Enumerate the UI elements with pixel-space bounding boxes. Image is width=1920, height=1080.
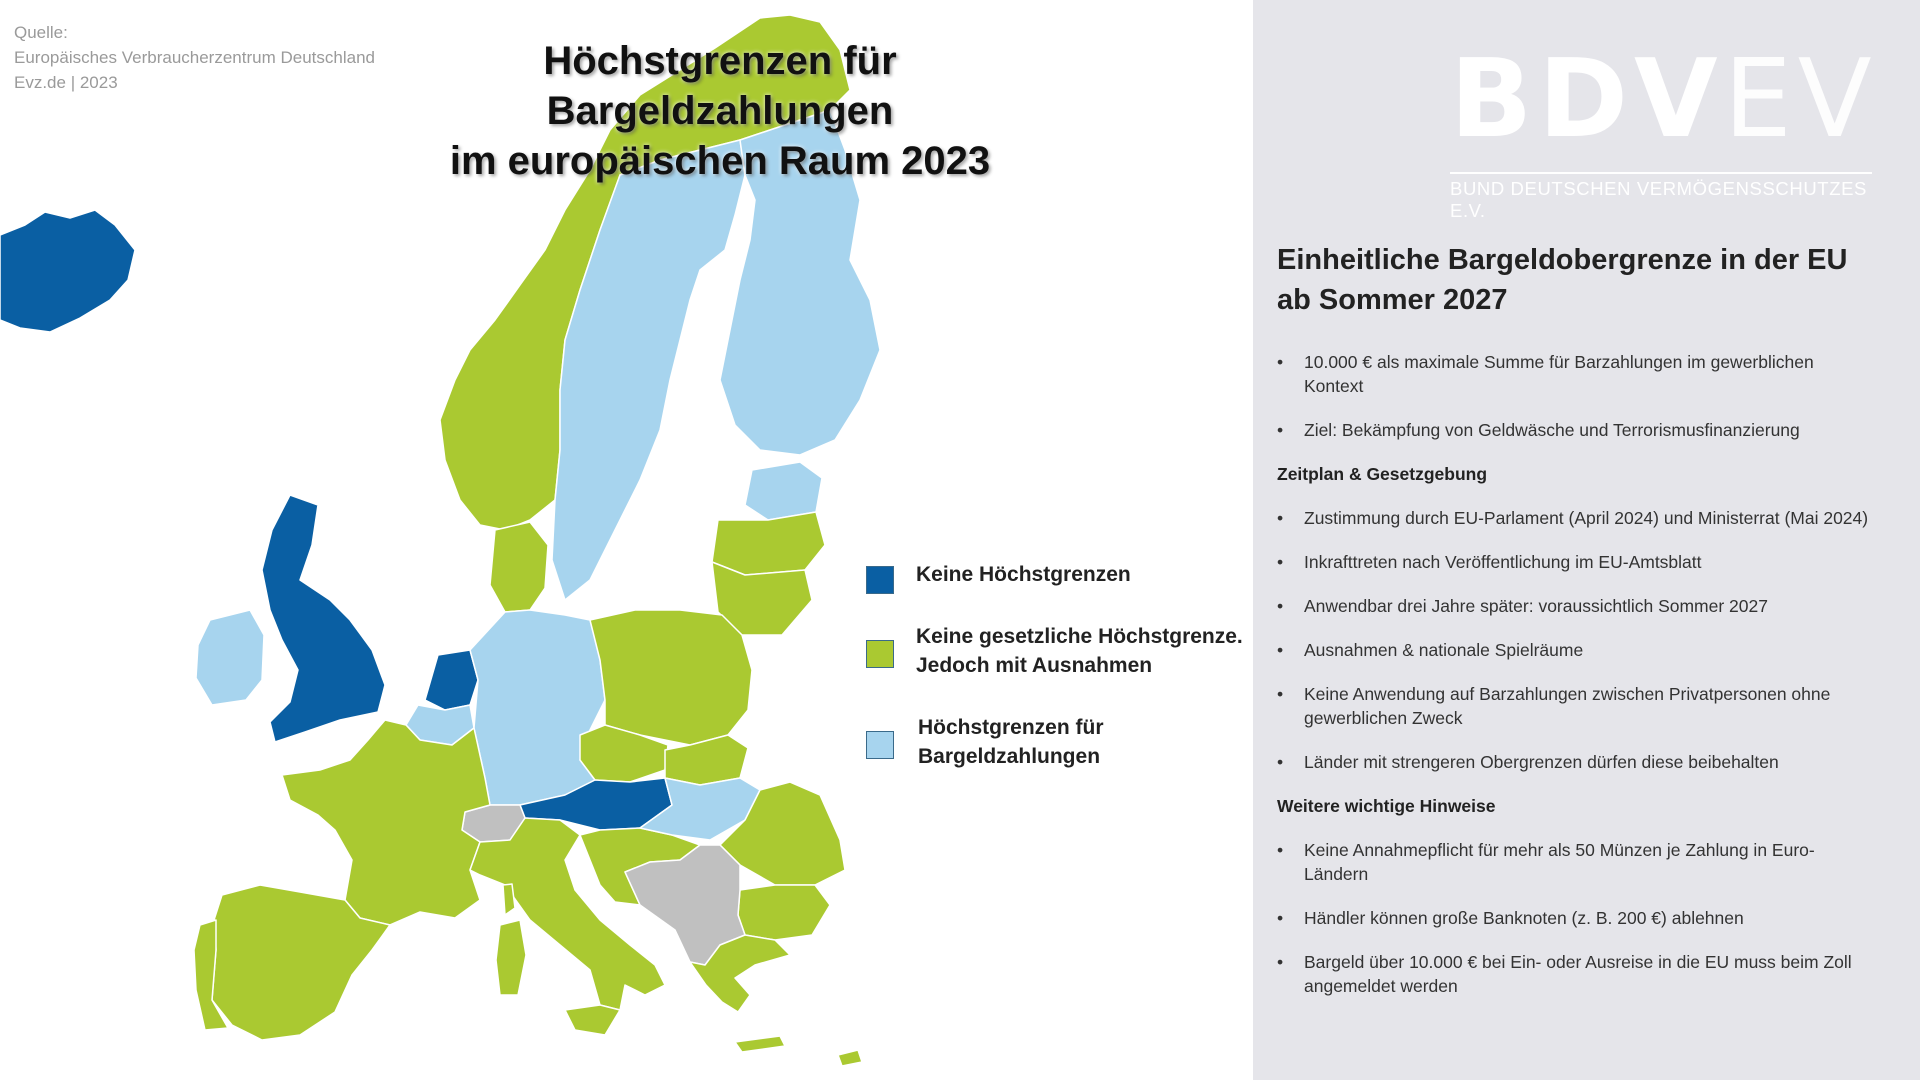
- logo-subtitle: BUND DEUTSCHEN VERMÖGENSSCHUTZES E.V.: [1450, 172, 1872, 222]
- bullet-item: • Keine Anwendung auf Barzahlungen zwischen Privatpersonen ohne gewerblichen Zweck: [1277, 682, 1877, 730]
- legend-item-none: [866, 560, 1131, 594]
- legend-item-limits: [866, 713, 1104, 771]
- legend-label-exceptions-line2: Jedoch mit Ausnahmen: [916, 654, 1153, 677]
- panel-content: [1277, 350, 1877, 1018]
- country-netherlands: [425, 650, 478, 710]
- bullet-item: • 10.000 € als maximale Summe für Barzahlungen im gewerblichen Kontext: [1277, 350, 1877, 398]
- legend-swatch-limits: [866, 731, 894, 759]
- section-heading-timeline: Zeitplan & Gesetzgebung: [1277, 464, 1488, 484]
- bullet-item: • Händler können große Banknoten (z. B. 200 €) ablehnen: [1277, 906, 1877, 930]
- panel-headline: [1277, 240, 1877, 320]
- bullet-item: • Ausnahmen & nationale Spielräume: [1277, 638, 1877, 662]
- title-line2: im europäischen Raum 2023: [449, 139, 991, 183]
- country-united-kingdom: [262, 495, 385, 742]
- legend-label-limits: [918, 713, 1104, 771]
- logo-bold: BDV: [1450, 37, 1724, 162]
- bullet-item: • Inkrafttreten nach Veröffentlichung im EU-Amtsblatt: [1277, 550, 1877, 574]
- country-cyprus: [838, 1050, 862, 1066]
- country-crete: [735, 1036, 785, 1052]
- logo-light: EV: [1723, 37, 1878, 162]
- map-title: [380, 36, 1060, 186]
- country-sardinia: [496, 920, 526, 995]
- country-ireland: [196, 610, 264, 705]
- legend-label-limits-line2: Bargeldzahlungen: [918, 745, 1101, 768]
- source-label: Quelle:: [14, 23, 68, 42]
- panel-headline-line1: Einheitliche Bargeldobergrenze in der EU: [1277, 244, 1848, 276]
- source-org: Europäisches Verbraucherzentrum Deutschland: [14, 48, 375, 67]
- panel-headline-line2: ab Sommer 2027: [1277, 284, 1508, 316]
- bullet-item: • Zustimmung durch EU-Parlament (April 2024) und Ministerrat (Mai 2024): [1277, 506, 1877, 530]
- bdvev-logo: [1450, 37, 1878, 222]
- country-sicily: [565, 1005, 620, 1035]
- legend-swatch-exceptions: [866, 640, 894, 668]
- legend-label-exceptions-line1: Keine gesetzliche Höchstgrenze.: [916, 625, 1243, 648]
- bullet-item: • Ziel: Bekämpfung von Geldwäsche und Terrorismusfinanzierung: [1277, 418, 1877, 442]
- bullet-item: • Keine Annahmepflicht für mehr als 50 Münzen je Zahlung in Euro-Ländern: [1277, 838, 1877, 886]
- legend-swatch-none: [866, 566, 894, 594]
- source-site: Evz.de | 2023: [14, 73, 118, 92]
- country-latvia: [712, 512, 825, 575]
- logo-wordmark: [1450, 37, 1878, 162]
- source-note: [14, 20, 375, 95]
- section-heading-notes: Weitere wichtige Hinweise: [1277, 796, 1496, 816]
- legend-label-none: [916, 560, 1131, 589]
- legend-label-exceptions: [916, 622, 1243, 680]
- bullet-item: • Länder mit strengeren Obergrenzen dürfen diese beibehalten: [1277, 750, 1877, 774]
- country-corsica: [503, 884, 515, 915]
- country-estonia: [745, 462, 822, 520]
- legend-item-exceptions: [866, 622, 1243, 680]
- legend-label-limits-line1: Höchstgrenzen für: [918, 716, 1104, 739]
- country-germany: [470, 610, 605, 805]
- country-denmark: [490, 522, 548, 612]
- bullet-item: • Anwendbar drei Jahre später: voraussichtlich Sommer 2027: [1277, 594, 1877, 618]
- title-line1: Höchstgrenzen für Bargeldzahlungen: [543, 39, 897, 133]
- bullet-item: • Bargeld über 10.000 € bei Ein- oder Ausreise in die EU muss beim Zoll angemeldet werden: [1277, 950, 1877, 998]
- legend-label-none-line1: Keine Höchstgrenzen: [916, 563, 1131, 586]
- country-poland: [590, 610, 752, 745]
- country-bulgaria: [738, 885, 830, 940]
- country-iceland: [0, 210, 135, 332]
